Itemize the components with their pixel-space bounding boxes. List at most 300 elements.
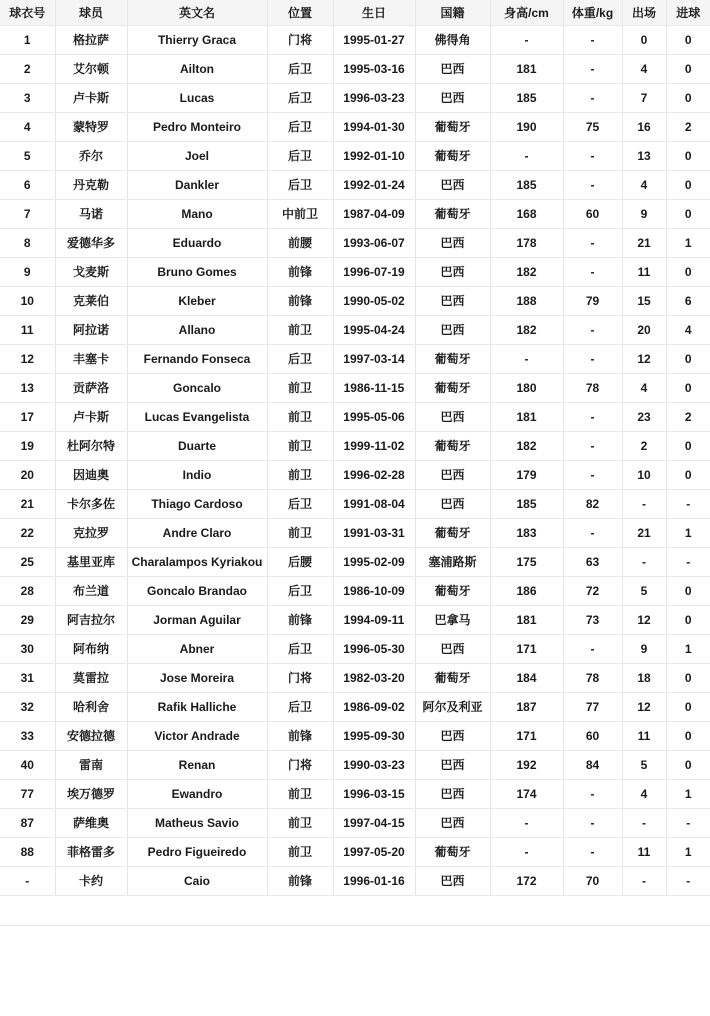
cell-weight: 77 — [563, 692, 622, 721]
cell-nationality: 葡萄牙 — [415, 199, 490, 228]
cell-appearances: 12 — [622, 605, 666, 634]
cell-height: - — [490, 837, 563, 866]
cell-weight: - — [563, 170, 622, 199]
cell-position: 后卫 — [267, 141, 333, 170]
cell-jersey: 4 — [0, 112, 55, 141]
cell-position: 前卫 — [267, 402, 333, 431]
column-header-name_en: 英文名 — [127, 0, 267, 25]
cell-birthday: 1992-01-10 — [333, 141, 415, 170]
cell-weight: 70 — [563, 866, 622, 895]
cell-height: 186 — [490, 576, 563, 605]
table-row — [0, 286, 710, 315]
cell-jersey: 11 — [0, 315, 55, 344]
cell-jersey: 2 — [0, 54, 55, 83]
cell-nationality: 巴西 — [415, 54, 490, 83]
cell-name_en: Kleber — [127, 286, 267, 315]
table-row — [0, 344, 710, 373]
cell-goals: 0 — [666, 692, 710, 721]
cell-weight: 60 — [563, 199, 622, 228]
cell-weight: - — [563, 460, 622, 489]
cell-goals: 0 — [666, 605, 710, 634]
cell-nationality: 巴西 — [415, 170, 490, 199]
cell-appearances: 9 — [622, 199, 666, 228]
cell-goals: 0 — [666, 199, 710, 228]
cell-appearances: 21 — [622, 518, 666, 547]
cell-name_en: Victor Andrade — [127, 721, 267, 750]
cell-player: 埃万德罗 — [55, 779, 127, 808]
cell-name_en: Goncalo Brandao — [127, 576, 267, 605]
cell-nationality: 巴西 — [415, 634, 490, 663]
table-row — [0, 257, 710, 286]
cell-weight: - — [563, 431, 622, 460]
cell-position: 前锋 — [267, 866, 333, 895]
cell-goals: 6 — [666, 286, 710, 315]
cell-position: 中前卫 — [267, 199, 333, 228]
cell-height: 188 — [490, 286, 563, 315]
cell-appearances: 23 — [622, 402, 666, 431]
cell-birthday: 1995-02-09 — [333, 547, 415, 576]
cell-height: 171 — [490, 721, 563, 750]
cell-height: 171 — [490, 634, 563, 663]
cell-goals: 1 — [666, 837, 710, 866]
cell-name_en: Jose Moreira — [127, 663, 267, 692]
cell-weight: 78 — [563, 373, 622, 402]
table-footer-empty-row — [0, 896, 710, 926]
cell-name_en: Ailton — [127, 54, 267, 83]
cell-birthday: 1991-08-04 — [333, 489, 415, 518]
table-row — [0, 431, 710, 460]
cell-height: 174 — [490, 779, 563, 808]
cell-nationality: 巴西 — [415, 750, 490, 779]
cell-player: 阿布纳 — [55, 634, 127, 663]
cell-jersey: 33 — [0, 721, 55, 750]
cell-birthday: 1999-11-02 — [333, 431, 415, 460]
cell-appearances: - — [622, 808, 666, 837]
cell-appearances: 5 — [622, 576, 666, 605]
cell-weight: - — [563, 837, 622, 866]
cell-name_en: Goncalo — [127, 373, 267, 402]
cell-goals: 0 — [666, 431, 710, 460]
cell-birthday: 1986-09-02 — [333, 692, 415, 721]
cell-player: 克拉罗 — [55, 518, 127, 547]
cell-player: 艾尔顿 — [55, 54, 127, 83]
cell-jersey: 10 — [0, 286, 55, 315]
cell-birthday: 1997-05-20 — [333, 837, 415, 866]
cell-position: 前卫 — [267, 837, 333, 866]
cell-nationality: 巴西 — [415, 866, 490, 895]
cell-player: 卡约 — [55, 866, 127, 895]
cell-birthday: 1997-04-15 — [333, 808, 415, 837]
cell-height: 182 — [490, 257, 563, 286]
cell-birthday: 1995-09-30 — [333, 721, 415, 750]
cell-position: 前卫 — [267, 373, 333, 402]
cell-name_en: Renan — [127, 750, 267, 779]
cell-appearances: 2 — [622, 431, 666, 460]
cell-weight: - — [563, 83, 622, 112]
cell-height: 180 — [490, 373, 563, 402]
cell-nationality: 阿尔及利亚 — [415, 692, 490, 721]
cell-goals: 0 — [666, 576, 710, 605]
cell-height: 178 — [490, 228, 563, 257]
cell-player: 爱德华多 — [55, 228, 127, 257]
table-row — [0, 779, 710, 808]
cell-appearances: 13 — [622, 141, 666, 170]
cell-position: 后卫 — [267, 692, 333, 721]
cell-weight: 63 — [563, 547, 622, 576]
cell-position: 前卫 — [267, 431, 333, 460]
cell-weight: - — [563, 315, 622, 344]
column-header-jersey: 球衣号 — [0, 0, 55, 25]
cell-nationality: 巴西 — [415, 808, 490, 837]
cell-position: 门将 — [267, 663, 333, 692]
cell-position: 前锋 — [267, 605, 333, 634]
cell-weight: - — [563, 634, 622, 663]
cell-name_en: Thiago Cardoso — [127, 489, 267, 518]
table-row — [0, 83, 710, 112]
column-header-player: 球员 — [55, 0, 127, 25]
cell-appearances: 4 — [622, 170, 666, 199]
table-header — [0, 0, 710, 25]
cell-jersey: 13 — [0, 373, 55, 402]
cell-height: - — [490, 808, 563, 837]
cell-name_en: Caio — [127, 866, 267, 895]
cell-height: 172 — [490, 866, 563, 895]
cell-nationality: 巴西 — [415, 286, 490, 315]
cell-jersey: 8 — [0, 228, 55, 257]
cell-appearances: 0 — [622, 25, 666, 54]
cell-position: 后卫 — [267, 576, 333, 605]
cell-weight: 60 — [563, 721, 622, 750]
cell-birthday: 1990-05-02 — [333, 286, 415, 315]
cell-jersey: 25 — [0, 547, 55, 576]
cell-appearances: 10 — [622, 460, 666, 489]
cell-birthday: 1996-03-23 — [333, 83, 415, 112]
cell-appearances: 9 — [622, 634, 666, 663]
cell-position: 后卫 — [267, 634, 333, 663]
cell-height: - — [490, 25, 563, 54]
cell-weight: 75 — [563, 112, 622, 141]
cell-height: 192 — [490, 750, 563, 779]
cell-jersey: 22 — [0, 518, 55, 547]
cell-jersey: 32 — [0, 692, 55, 721]
cell-player: 阿拉诺 — [55, 315, 127, 344]
cell-weight: - — [563, 257, 622, 286]
cell-appearances: 12 — [622, 344, 666, 373]
cell-name_en: Mano — [127, 199, 267, 228]
cell-height: 185 — [490, 83, 563, 112]
cell-name_en: Ewandro — [127, 779, 267, 808]
cell-weight: 78 — [563, 663, 622, 692]
cell-appearances: 4 — [622, 779, 666, 808]
cell-jersey: 19 — [0, 431, 55, 460]
cell-height: 183 — [490, 518, 563, 547]
cell-goals: 0 — [666, 83, 710, 112]
cell-player: 杜阿尔特 — [55, 431, 127, 460]
cell-name_en: Matheus Savio — [127, 808, 267, 837]
cell-goals: 2 — [666, 402, 710, 431]
cell-position: 后卫 — [267, 83, 333, 112]
cell-nationality: 巴西 — [415, 779, 490, 808]
cell-appearances: - — [622, 547, 666, 576]
cell-nationality: 巴西 — [415, 721, 490, 750]
table-row — [0, 199, 710, 228]
column-header-weight: 体重/kg — [563, 0, 622, 25]
cell-appearances: 11 — [622, 721, 666, 750]
cell-player: 蒙特罗 — [55, 112, 127, 141]
cell-goals: 0 — [666, 663, 710, 692]
cell-birthday: 1994-01-30 — [333, 112, 415, 141]
cell-nationality: 巴西 — [415, 83, 490, 112]
cell-birthday: 1996-03-15 — [333, 779, 415, 808]
cell-appearances: 4 — [622, 54, 666, 83]
cell-position: 前锋 — [267, 286, 333, 315]
cell-height: 168 — [490, 199, 563, 228]
cell-birthday: 1994-09-11 — [333, 605, 415, 634]
column-header-position: 位置 — [267, 0, 333, 25]
cell-goals: 0 — [666, 750, 710, 779]
cell-nationality: 葡萄牙 — [415, 141, 490, 170]
cell-appearances: 21 — [622, 228, 666, 257]
table-body — [0, 25, 710, 895]
cell-jersey: - — [0, 866, 55, 895]
cell-jersey: 21 — [0, 489, 55, 518]
cell-name_en: Joel — [127, 141, 267, 170]
cell-nationality: 巴西 — [415, 257, 490, 286]
cell-player: 贡萨洛 — [55, 373, 127, 402]
cell-nationality: 葡萄牙 — [415, 837, 490, 866]
cell-position: 后卫 — [267, 170, 333, 199]
cell-player: 克莱伯 — [55, 286, 127, 315]
cell-nationality: 葡萄牙 — [415, 431, 490, 460]
table-row — [0, 634, 710, 663]
cell-goals: 0 — [666, 721, 710, 750]
cell-player: 格拉萨 — [55, 25, 127, 54]
cell-goals: - — [666, 489, 710, 518]
cell-jersey: 12 — [0, 344, 55, 373]
cell-jersey: 5 — [0, 141, 55, 170]
cell-goals: 0 — [666, 460, 710, 489]
cell-player: 雷南 — [55, 750, 127, 779]
cell-position: 前卫 — [267, 779, 333, 808]
cell-player: 卢卡斯 — [55, 83, 127, 112]
cell-position: 前卫 — [267, 315, 333, 344]
cell-jersey: 7 — [0, 199, 55, 228]
cell-player: 马诺 — [55, 199, 127, 228]
cell-appearances: 4 — [622, 373, 666, 402]
cell-height: 179 — [490, 460, 563, 489]
table-row — [0, 605, 710, 634]
cell-player: 阿吉拉尔 — [55, 605, 127, 634]
cell-nationality: 塞浦路斯 — [415, 547, 490, 576]
table-row — [0, 663, 710, 692]
cell-jersey: 30 — [0, 634, 55, 663]
cell-name_en: Jorman Aguilar — [127, 605, 267, 634]
cell-nationality: 巴西 — [415, 402, 490, 431]
table-row — [0, 837, 710, 866]
cell-birthday: 1995-05-06 — [333, 402, 415, 431]
table-row — [0, 721, 710, 750]
table-row — [0, 547, 710, 576]
cell-height: 182 — [490, 431, 563, 460]
table-row — [0, 112, 710, 141]
cell-name_en: Abner — [127, 634, 267, 663]
cell-jersey: 29 — [0, 605, 55, 634]
cell-birthday: 1995-04-24 — [333, 315, 415, 344]
cell-goals: - — [666, 808, 710, 837]
cell-player: 萨维奥 — [55, 808, 127, 837]
cell-nationality: 巴西 — [415, 460, 490, 489]
cell-jersey: 77 — [0, 779, 55, 808]
table-row — [0, 866, 710, 895]
cell-name_en: Duarte — [127, 431, 267, 460]
cell-nationality: 葡萄牙 — [415, 663, 490, 692]
cell-birthday: 1986-10-09 — [333, 576, 415, 605]
cell-name_en: Andre Claro — [127, 518, 267, 547]
cell-appearances: 5 — [622, 750, 666, 779]
cell-height: - — [490, 344, 563, 373]
cell-appearances: 12 — [622, 692, 666, 721]
cell-goals: - — [666, 547, 710, 576]
cell-birthday: 1991-03-31 — [333, 518, 415, 547]
table-row — [0, 315, 710, 344]
cell-birthday: 1995-01-27 — [333, 25, 415, 54]
cell-player: 卢卡斯 — [55, 402, 127, 431]
table-row — [0, 692, 710, 721]
cell-name_en: Fernando Fonseca — [127, 344, 267, 373]
cell-appearances: 7 — [622, 83, 666, 112]
cell-position: 前腰 — [267, 228, 333, 257]
table-row — [0, 170, 710, 199]
cell-weight: 79 — [563, 286, 622, 315]
table-row — [0, 228, 710, 257]
cell-position: 后腰 — [267, 547, 333, 576]
table-row — [0, 808, 710, 837]
cell-birthday: 1992-01-24 — [333, 170, 415, 199]
cell-goals: 0 — [666, 257, 710, 286]
cell-position: 门将 — [267, 25, 333, 54]
cell-birthday: 1990-03-23 — [333, 750, 415, 779]
cell-jersey: 28 — [0, 576, 55, 605]
table-row — [0, 750, 710, 779]
cell-jersey: 87 — [0, 808, 55, 837]
cell-player: 因迪奥 — [55, 460, 127, 489]
cell-nationality: 葡萄牙 — [415, 112, 490, 141]
cell-player: 布兰道 — [55, 576, 127, 605]
cell-goals: 0 — [666, 141, 710, 170]
table-row — [0, 402, 710, 431]
cell-name_en: Lucas — [127, 83, 267, 112]
cell-height: 185 — [490, 489, 563, 518]
cell-player: 基里亚库 — [55, 547, 127, 576]
cell-player: 菲格雷多 — [55, 837, 127, 866]
cell-nationality: 葡萄牙 — [415, 576, 490, 605]
table-row — [0, 460, 710, 489]
cell-jersey: 17 — [0, 402, 55, 431]
cell-nationality: 巴西 — [415, 489, 490, 518]
cell-jersey: 40 — [0, 750, 55, 779]
table-header-row — [0, 0, 710, 25]
cell-position: 前锋 — [267, 257, 333, 286]
cell-height: - — [490, 141, 563, 170]
cell-appearances: - — [622, 489, 666, 518]
cell-name_en: Rafik Halliche — [127, 692, 267, 721]
cell-goals: 0 — [666, 373, 710, 402]
table-row — [0, 518, 710, 547]
cell-player: 莫雷拉 — [55, 663, 127, 692]
cell-position: 前卫 — [267, 518, 333, 547]
cell-appearances: 20 — [622, 315, 666, 344]
column-header-appearances: 出场 — [622, 0, 666, 25]
cell-name_en: Indio — [127, 460, 267, 489]
cell-goals: 0 — [666, 170, 710, 199]
cell-birthday: 1982-03-20 — [333, 663, 415, 692]
cell-weight: 73 — [563, 605, 622, 634]
column-header-nationality: 国籍 — [415, 0, 490, 25]
cell-birthday: 1996-01-16 — [333, 866, 415, 895]
cell-nationality: 巴西 — [415, 315, 490, 344]
table-row — [0, 489, 710, 518]
cell-nationality: 巴拿马 — [415, 605, 490, 634]
cell-birthday: 1986-11-15 — [333, 373, 415, 402]
cell-goals: - — [666, 866, 710, 895]
column-header-goals: 进球 — [666, 0, 710, 25]
cell-player: 卡尔多佐 — [55, 489, 127, 518]
cell-weight: 82 — [563, 489, 622, 518]
cell-birthday: 1996-07-19 — [333, 257, 415, 286]
cell-goals: 4 — [666, 315, 710, 344]
cell-height: 181 — [490, 54, 563, 83]
cell-birthday: 1987-04-09 — [333, 199, 415, 228]
cell-weight: - — [563, 402, 622, 431]
table-row — [0, 373, 710, 402]
cell-position: 前锋 — [267, 721, 333, 750]
cell-jersey: 88 — [0, 837, 55, 866]
cell-height: 187 — [490, 692, 563, 721]
cell-height: 175 — [490, 547, 563, 576]
cell-weight: - — [563, 54, 622, 83]
cell-appearances: 11 — [622, 837, 666, 866]
cell-appearances: 18 — [622, 663, 666, 692]
cell-birthday: 1993-06-07 — [333, 228, 415, 257]
cell-height: 184 — [490, 663, 563, 692]
cell-nationality: 佛得角 — [415, 25, 490, 54]
cell-weight: - — [563, 25, 622, 54]
cell-name_en: Bruno Gomes — [127, 257, 267, 286]
cell-appearances: - — [622, 866, 666, 895]
cell-appearances: 15 — [622, 286, 666, 315]
cell-goals: 1 — [666, 228, 710, 257]
cell-appearances: 16 — [622, 112, 666, 141]
cell-height: 182 — [490, 315, 563, 344]
cell-name_en: Allano — [127, 315, 267, 344]
cell-name_en: Thierry Graca — [127, 25, 267, 54]
cell-player: 丰塞卡 — [55, 344, 127, 373]
cell-appearances: 11 — [622, 257, 666, 286]
cell-weight: 84 — [563, 750, 622, 779]
cell-height: 181 — [490, 402, 563, 431]
cell-jersey: 1 — [0, 25, 55, 54]
cell-weight: - — [563, 779, 622, 808]
cell-jersey: 3 — [0, 83, 55, 112]
cell-name_en: Charalampos Kyriakou — [127, 547, 267, 576]
table-row — [0, 576, 710, 605]
cell-birthday: 1997-03-14 — [333, 344, 415, 373]
cell-birthday: 1995-03-16 — [333, 54, 415, 83]
cell-height: 190 — [490, 112, 563, 141]
cell-position: 后卫 — [267, 112, 333, 141]
cell-weight: - — [563, 518, 622, 547]
cell-name_en: Pedro Monteiro — [127, 112, 267, 141]
